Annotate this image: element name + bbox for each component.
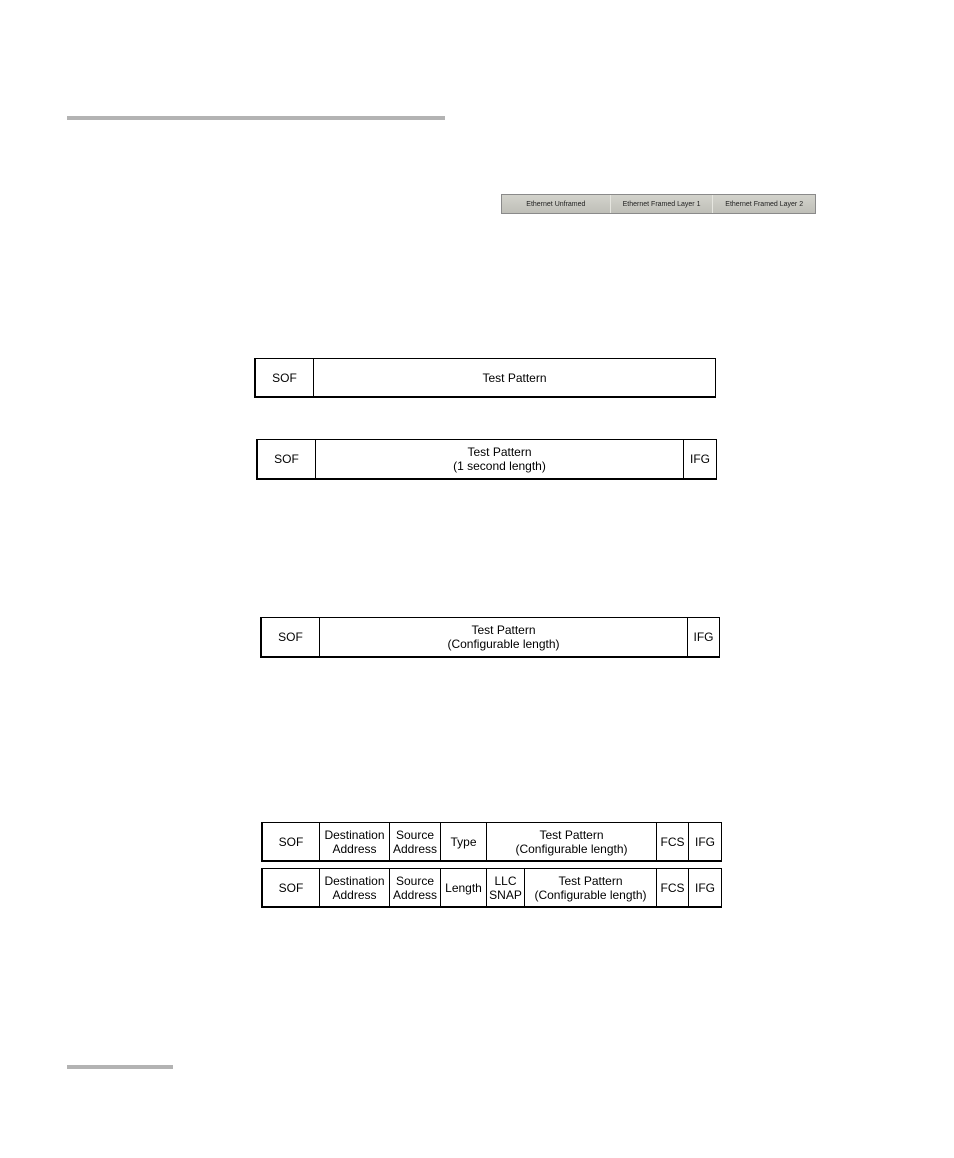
field-test-pattern: Test Pattern (1 second length) (316, 440, 684, 478)
field-source-address: Source Address (390, 869, 441, 906)
field-fcs: FCS (657, 869, 689, 906)
field-test-pattern: Test Pattern (482, 370, 547, 385)
frame-diagram-layer-2-llc-snap (261, 868, 722, 908)
field-sof: SOF (262, 618, 320, 656)
field-sof: SOF (263, 869, 320, 906)
bottom-divider (67, 1065, 173, 1069)
field-ifg: IFG (695, 880, 715, 895)
frame-diagram-framed-1-second (256, 439, 717, 480)
field-llc-snap: LLC SNAP (487, 869, 525, 906)
tab-ethernet-framed-layer-2[interactable]: Ethernet Framed Layer 2 (713, 195, 815, 213)
frame-diagram-unframed (254, 358, 716, 398)
frame-diagram-layer-2-type (261, 822, 722, 862)
top-divider (67, 116, 445, 120)
field-test-pattern: Test Pattern (Configurable length) (487, 823, 657, 860)
field-sof: SOF (256, 359, 314, 396)
tab-ethernet-unframed[interactable]: Ethernet Unframed (502, 195, 611, 213)
field-sof: SOF (258, 440, 316, 478)
field-test-pattern: Test Pattern (Configurable length) (320, 618, 688, 656)
frame-type-tabs (501, 194, 816, 214)
field-ifg: IFG (690, 452, 710, 466)
field-type: Type (441, 823, 487, 860)
field-ifg: IFG (695, 834, 715, 849)
field-source-address: Source Address (390, 823, 441, 860)
tab-ethernet-framed-layer-1[interactable]: Ethernet Framed Layer 1 (611, 195, 714, 213)
field-destination-address: Destination Address (320, 869, 390, 906)
field-length: Length (441, 869, 487, 906)
field-sof: SOF (263, 823, 320, 860)
field-ifg: IFG (693, 630, 714, 644)
field-fcs: FCS (657, 823, 689, 860)
field-test-pattern: Test Pattern (Configurable length) (525, 869, 657, 906)
field-destination-address: Destination Address (320, 823, 390, 860)
frame-diagram-layer-1 (260, 617, 720, 658)
